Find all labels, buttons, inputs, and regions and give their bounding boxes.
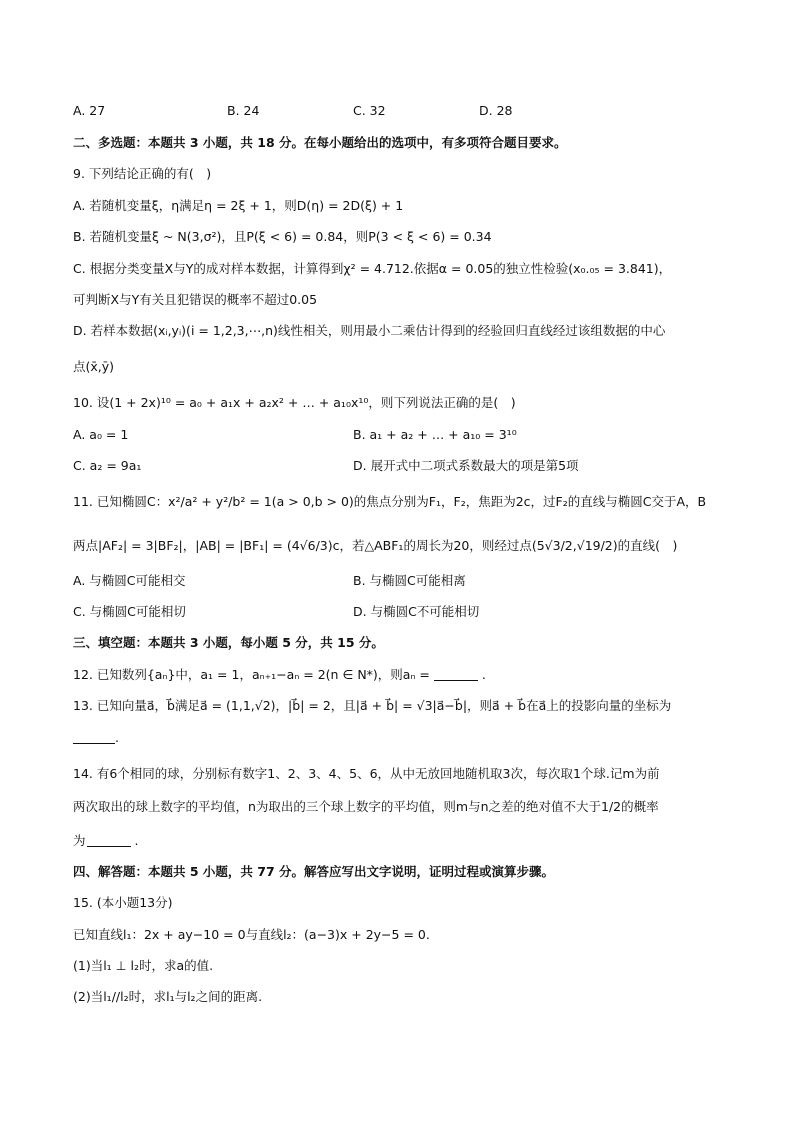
- q9-option-c-line1: C. 根据分类变量X与Y的成对样本数据，计算得到χ² = 4.712.依据α = 0.05的独立性检验(x₀.₀₅ = 3.841)，: [73, 261, 672, 276]
- q8-option-c: C. 32: [353, 103, 386, 118]
- q14-pre: 为: [73, 833, 86, 848]
- q15-header: 15. (本小题13分): [73, 895, 173, 910]
- q13-answer-line: [73, 729, 119, 747]
- q14-period: .: [134, 833, 139, 848]
- q12-text: 12. 已知数列{aₙ}中，a₁ = 1，aₙ₊₁−aₙ = 2(n ∈ N*)，则aₙ =: [73, 667, 430, 682]
- q9-option-c-line2: 可判断X与Y有关且犯错误的概率不超过0.05: [73, 292, 318, 307]
- section3-title: 三、填空题：本题共 3 小题，每小题 5 分，共 15 分。: [73, 635, 384, 650]
- section4-title: 四、解答题：本题共 5 小题，共 77 分。解答应写出文字说明，证明过程或演算步骤。: [73, 864, 555, 879]
- q10-option-b: B. a₁ + a₂ + … + a₁₀ = 3¹⁰: [353, 427, 517, 442]
- q8-option-d: D. 28: [479, 103, 513, 118]
- q8-option-a: A. 27: [73, 103, 106, 118]
- q15-part1: (1)当l₁ ⊥ l₂时，求a的值.: [73, 958, 214, 973]
- q14-line2: 两次取出的球上数字的平均值，n为取出的三个球上数字的平均值，则m与n之差的绝对值不大于1/2的概率: [73, 799, 659, 814]
- q12-answer-blank[interactable]: [434, 668, 478, 681]
- question-12: [73, 666, 486, 684]
- q8-option-b: B. 24: [227, 103, 260, 118]
- q10-option-d: D. 展开式中二项式系数最大的项是第5项: [353, 458, 579, 473]
- q14-line3: [73, 832, 139, 850]
- q13-answer-blank[interactable]: [73, 731, 115, 744]
- q14-answer-blank[interactable]: [87, 834, 131, 847]
- q9-option-b: B. 若随机变量ξ ~ N(3,σ²)，且P(ξ < 6) = 0.84，则P(3 < ξ < 6) = 0.34: [73, 229, 492, 244]
- q11-option-b: B. 与椭圆C可能相离: [353, 573, 466, 588]
- q12-period: .: [481, 667, 486, 682]
- q9-option-a: A. 若随机变量ξ，η满足η = 2ξ + 1，则D(η) = 2D(ξ) + 1: [73, 198, 404, 213]
- q9-option-d-line2: 点(x̄,ȳ): [73, 359, 115, 374]
- q15-part2: (2)当l₁//l₂时，求l₁与l₂之间的距离.: [73, 989, 263, 1004]
- q15-stem: 已知直线l₁：2x + ay−10 = 0与直线l₂：(a−3)x + 2y−5 = 0.: [73, 927, 430, 942]
- q11-stem-line1: 11. 已知椭圆C：x²/a² + y²/b² = 1(a > 0,b > 0)的焦点分别为F₁，F₂，焦距为2c，过F₂的直线与椭圆C交于A，B: [73, 494, 707, 509]
- q11-stem-line2: 两点|AF₂| = 3|BF₂|，|AB| = |BF₁| = (4√6/3)c，若△ABF₁的周长为20，则经过点(5√3/2,√19/2)的直线( ): [73, 538, 678, 553]
- q13-period: .: [115, 730, 119, 745]
- q9-stem: 9. 下列结论正确的有( ): [73, 166, 212, 181]
- q11-option-a: A. 与椭圆C可能相交: [73, 573, 186, 588]
- q11-option-c: C. 与椭圆C可能相切: [73, 604, 186, 619]
- q13-text: 13. 已知向量a⃗，b⃗满足a⃗ = (1,1,√2)，|b⃗| = 2，且|a⃗ + b⃗| = √3|a⃗−b⃗|，则a⃗ + b⃗在a⃗上的投影向量的坐标为: [73, 698, 672, 713]
- section2-title: 二、多选题：本题共 3 小题，共 18 分。在每小题给出的选项中，有多项符合题目要求。: [73, 135, 567, 150]
- q10-stem: 10. 设(1 + 2x)¹⁰ = a₀ + a₁x + a₂x² + … + a₁₀x¹⁰，则下列说法正确的是( ): [73, 395, 516, 410]
- q10-option-c: C. a₂ = 9a₁: [73, 458, 142, 473]
- q11-option-d: D. 与椭圆C不可能相切: [353, 604, 480, 619]
- q10-option-a: A. a₀ = 1: [73, 427, 129, 442]
- q14-line1: 14. 有6个相同的球，分别标有数字1、2、3、4、5、6，从中无放回地随机取3次，每次取1个球.记m为前: [73, 766, 660, 781]
- q9-option-d-line1: D. 若样本数据(xᵢ,yᵢ)(i = 1,2,3,⋯,n)线性相关，则用最小二乘估计得到的经验回归直线经过该组数据的中心: [73, 323, 666, 338]
